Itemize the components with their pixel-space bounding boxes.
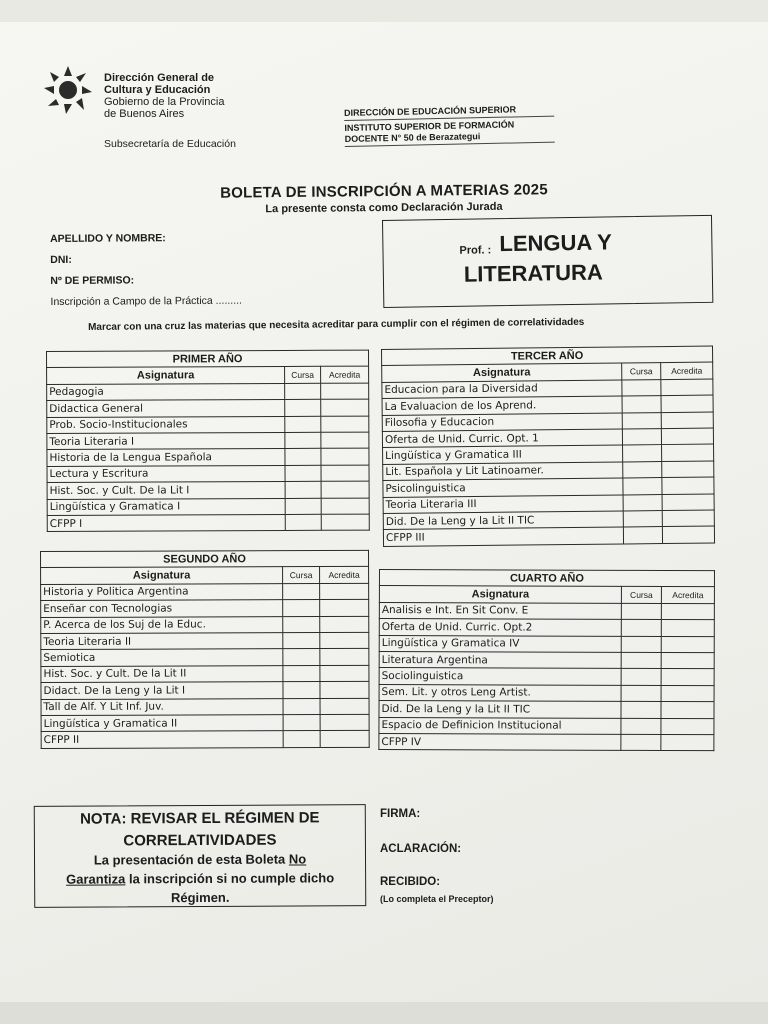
subject-row xyxy=(41,600,369,618)
subject-name: Did. De la Leng y la Lit II TIC xyxy=(379,701,621,718)
firma-field[interactable]: FIRMA: xyxy=(380,808,421,820)
nota-heading-line2: CORRELATIVIDADES xyxy=(123,831,277,850)
subject-row xyxy=(379,684,714,702)
subject-row xyxy=(47,498,369,516)
acredita-checkbox[interactable] xyxy=(661,669,714,686)
col-cursa: Cursa xyxy=(285,367,321,384)
subject-name: Espacio de Definicion Institucional xyxy=(379,717,621,734)
subject-row xyxy=(41,632,369,650)
subject-name: Hist. Soc. y Cult. De la Lit II xyxy=(41,665,283,682)
form-title: BOLETA DE INSCRIPCIÓN A MATERIAS 2025 xyxy=(220,181,548,202)
subject-name: Teoria Literaria III xyxy=(383,494,623,513)
acredita-checkbox[interactable] xyxy=(320,698,369,715)
cursa-checkbox[interactable] xyxy=(622,412,661,429)
subject-name: Lingüística y Gramatica IV xyxy=(379,635,621,652)
nota-text xyxy=(35,849,365,870)
cursa-checkbox[interactable] xyxy=(285,481,321,498)
subject-row xyxy=(41,681,369,699)
instruction-text: Marcar con una cruz las materias que necesita acreditar para cumplir con el régimen de correlatividades xyxy=(88,316,585,333)
subject-row xyxy=(47,432,369,450)
cursa-checkbox[interactable] xyxy=(623,494,662,511)
subject-name: Sociolinguistica xyxy=(379,668,621,685)
acredita-checkbox[interactable] xyxy=(320,632,369,649)
student-fields xyxy=(50,228,242,313)
cursa-checkbox[interactable] xyxy=(623,510,662,527)
cuarto-ano-table xyxy=(378,569,715,751)
subject-row xyxy=(41,731,369,749)
acredita-checkbox[interactable] xyxy=(661,734,714,751)
cursa-checkbox[interactable] xyxy=(283,698,320,715)
subject-name: Lit. Española y Lit Latinoamer. xyxy=(383,462,623,481)
subject-row xyxy=(379,635,714,653)
cursa-checkbox[interactable] xyxy=(285,449,321,466)
cursa-checkbox[interactable] xyxy=(283,731,320,748)
acredita-checkbox[interactable] xyxy=(661,412,713,429)
subject-row xyxy=(379,619,714,637)
subject-name: Psicolinguistica xyxy=(383,478,623,497)
subject-row xyxy=(379,668,714,686)
col-asignatura: Asignatura xyxy=(47,367,285,384)
cursa-checkbox[interactable] xyxy=(621,734,661,751)
subject-name: P. Acerca de los Suj de la Educ. xyxy=(41,616,283,633)
subject-name: Sem. Lit. y otros Leng Artist. xyxy=(379,684,621,701)
nota-text-garantiza: Garantiza xyxy=(66,871,126,887)
cursa-checkbox[interactable] xyxy=(621,718,661,735)
subject-row xyxy=(379,733,714,751)
subject-name: Oferta de Unid. Curric. Opt.2 xyxy=(379,619,621,636)
col-acredita: Acredita xyxy=(661,362,713,379)
acredita-checkbox[interactable] xyxy=(662,444,714,461)
year-title: CUARTO AÑO xyxy=(379,570,714,588)
subject-name: Teoria Literaria I xyxy=(47,432,285,449)
acredita-checkbox[interactable] xyxy=(321,383,369,400)
career-box xyxy=(382,215,713,308)
year-title-row xyxy=(47,350,369,368)
acredita-checkbox[interactable] xyxy=(661,685,714,702)
acredita-checkbox[interactable] xyxy=(321,498,369,515)
subject-row xyxy=(47,448,369,466)
acredita-checkbox[interactable] xyxy=(320,714,369,731)
subject-row xyxy=(47,481,369,499)
dgcye-logo xyxy=(42,64,94,116)
subject-name: CFPP IV xyxy=(379,733,621,750)
col-cursa: Cursa xyxy=(283,567,320,584)
cursa-checkbox[interactable] xyxy=(621,701,661,718)
subject-name: La Evaluacion de los Aprend. xyxy=(382,396,622,415)
acredita-checkbox[interactable] xyxy=(321,514,369,531)
acredita-checkbox[interactable] xyxy=(320,731,369,748)
aclaracion-field[interactable]: ACLARACIÓN: xyxy=(380,843,462,855)
form-subtitle: La presente consta como Declaración Jurada xyxy=(265,200,503,216)
acredita-checkbox[interactable] xyxy=(321,416,369,433)
subject-name: CFPP II xyxy=(41,731,283,748)
subject-name: CFPP III xyxy=(383,527,623,546)
subject-name: Hist. Soc. y Cult. De la Lit I xyxy=(47,482,285,499)
subject-name: Lingüística y Gramatica II xyxy=(41,715,283,732)
subject-name: Analisis e Int. En Sit Conv. E xyxy=(379,602,621,619)
column-header-row xyxy=(379,586,714,604)
org-line: Dirección General de xyxy=(104,72,215,84)
subject-row xyxy=(47,514,369,532)
cursa-checkbox[interactable] xyxy=(283,583,320,600)
cursa-checkbox[interactable] xyxy=(285,514,321,531)
cursa-checkbox[interactable] xyxy=(623,527,662,544)
subject-row xyxy=(41,649,369,667)
subject-name: Filosofia y Educacion xyxy=(382,413,622,432)
cursa-checkbox[interactable] xyxy=(283,649,320,666)
institute-line: INSTITUTO SUPERIOR DE FORMACIÓN xyxy=(344,119,515,133)
field-apellido[interactable]: APELLIDO Y NOMBRE: xyxy=(50,232,166,245)
col-asignatura: Asignatura xyxy=(41,567,283,584)
col-cursa: Cursa xyxy=(621,587,661,604)
cursa-checkbox[interactable] xyxy=(622,429,661,446)
cursa-checkbox[interactable] xyxy=(283,714,320,731)
cursa-checkbox[interactable] xyxy=(621,652,661,669)
col-cursa: Cursa xyxy=(622,363,661,380)
cursa-checkbox[interactable] xyxy=(621,636,661,653)
subject-name: Pedagogia xyxy=(47,383,285,400)
prof-prefix: Prof. : xyxy=(459,244,492,257)
nota-text-no: No xyxy=(288,851,307,867)
subject-name: Did. De la Leng y la Lit II TIC xyxy=(383,511,623,530)
acredita-checkbox[interactable] xyxy=(662,461,714,478)
subject-row xyxy=(41,616,369,634)
acredita-checkbox[interactable] xyxy=(662,526,714,543)
acredita-checkbox[interactable] xyxy=(320,649,369,666)
acredita-checkbox[interactable] xyxy=(662,477,714,494)
subject-row xyxy=(379,602,714,620)
nota-text-end: Régimen. xyxy=(170,889,230,906)
col-acredita: Acredita xyxy=(661,587,714,604)
cursa-checkbox[interactable] xyxy=(285,498,321,515)
subject-name: Oferta de Unid. Curric. Opt. 1 xyxy=(382,429,622,448)
col-acredita: Acredita xyxy=(320,567,369,584)
acredita-checkbox[interactable] xyxy=(661,620,714,637)
acredita-checkbox[interactable] xyxy=(662,494,714,511)
acredita-checkbox[interactable] xyxy=(661,395,713,412)
subject-name: Literatura Argentina xyxy=(379,651,621,668)
acredita-checkbox[interactable] xyxy=(661,718,714,735)
cursa-checkbox[interactable] xyxy=(283,665,320,682)
acredita-checkbox[interactable] xyxy=(320,600,369,617)
year-title: TERCER AÑO xyxy=(382,346,713,366)
acredita-checkbox[interactable] xyxy=(321,399,369,416)
acredita-checkbox[interactable] xyxy=(662,510,714,527)
cursa-checkbox[interactable] xyxy=(283,632,320,649)
field-permiso[interactable]: Nº DE PERMISO: xyxy=(50,274,135,287)
acredita-checkbox[interactable] xyxy=(321,432,369,449)
institute-line: DOCENTE N° 50 de Berazategui xyxy=(345,130,555,147)
subject-name: Didact. De la Leng y la Lit I xyxy=(41,682,283,699)
cursa-checkbox[interactable] xyxy=(621,603,661,620)
nota-text-post: la inscripción si no cumple dicho xyxy=(125,870,335,887)
acredita-checkbox[interactable] xyxy=(320,665,369,682)
org-name xyxy=(104,72,224,120)
acredita-checkbox[interactable] xyxy=(661,379,713,396)
acredita-checkbox[interactable] xyxy=(661,428,713,445)
career-name-line2: LITERATURA xyxy=(463,259,603,287)
subsecretaria: Subsecretaría de Educación xyxy=(104,138,236,150)
org-line: Gobierno de la Provincia xyxy=(104,96,225,108)
acredita-checkbox[interactable] xyxy=(661,636,714,653)
subject-row xyxy=(41,714,369,732)
acredita-checkbox[interactable] xyxy=(320,616,369,633)
subject-name: CFPP I xyxy=(47,514,285,531)
cursa-checkbox[interactable] xyxy=(623,445,662,462)
year-title-row xyxy=(41,550,369,568)
subject-name: Semiotica xyxy=(41,649,283,666)
cursa-checkbox[interactable] xyxy=(283,682,320,699)
cursa-checkbox[interactable] xyxy=(623,478,662,495)
cursa-checkbox[interactable] xyxy=(285,432,321,449)
institute-block xyxy=(344,104,555,149)
subject-row xyxy=(47,383,369,401)
cursa-checkbox[interactable] xyxy=(622,379,661,396)
acredita-checkbox[interactable] xyxy=(661,652,714,669)
subject-name: Didactica General xyxy=(47,400,285,417)
org-line: de Buenos Aires xyxy=(104,108,185,120)
field-dni[interactable]: DNI: xyxy=(50,253,72,266)
career-name-line1: LENGUA Y xyxy=(499,229,613,257)
year-title: SEGUNDO AÑO xyxy=(41,550,369,568)
cursa-checkbox[interactable] xyxy=(621,669,661,686)
nota-text xyxy=(35,868,365,889)
recibido-note: (Lo completa el Preceptor) xyxy=(380,894,494,904)
cursa-checkbox[interactable] xyxy=(283,600,320,617)
year-title: PRIMER AÑO xyxy=(47,350,369,368)
recibido-field[interactable]: RECIBIDO: xyxy=(380,876,441,888)
col-asignatura: Asignatura xyxy=(382,363,622,382)
acredita-checkbox[interactable] xyxy=(321,448,369,465)
cursa-checkbox[interactable] xyxy=(621,620,661,637)
subject-name: Teoria Literaria II xyxy=(41,633,283,650)
acredita-checkbox[interactable] xyxy=(320,583,369,600)
cursa-checkbox[interactable] xyxy=(621,685,661,702)
col-asignatura: Asignatura xyxy=(379,586,621,603)
acredita-checkbox[interactable] xyxy=(661,702,714,719)
subject-name: Historia y Politica Argentina xyxy=(41,583,283,600)
year-title-row xyxy=(379,570,714,588)
subject-name: Lingüística y Gramatica III xyxy=(383,445,623,464)
subject-row xyxy=(379,701,714,719)
primer-ano-table xyxy=(46,350,370,533)
cursa-checkbox[interactable] xyxy=(283,616,320,633)
subject-name: Lingüística y Gramatica I xyxy=(47,498,285,515)
subject-row xyxy=(379,717,714,735)
subject-row xyxy=(41,698,369,716)
org-line: Cultura y Educación xyxy=(104,84,211,96)
subject-name: Lectura y Escritura xyxy=(47,465,285,482)
cursa-checkbox[interactable] xyxy=(285,465,321,482)
acredita-checkbox[interactable] xyxy=(320,681,369,698)
subject-name: Enseñar con Tecnologias xyxy=(41,600,283,617)
subject-row xyxy=(383,526,714,546)
cursa-checkbox[interactable] xyxy=(285,383,321,400)
cursa-checkbox[interactable] xyxy=(285,416,321,433)
column-header-row xyxy=(41,567,369,585)
subject-row xyxy=(47,465,369,483)
tercer-ano-table xyxy=(381,346,715,547)
cursa-checkbox[interactable] xyxy=(622,396,661,413)
col-acredita: Acredita xyxy=(321,366,369,383)
cursa-checkbox[interactable] xyxy=(623,461,662,478)
nota-text-pre: La presentación de esta Boleta xyxy=(93,851,289,868)
segundo-ano-table xyxy=(40,550,370,749)
nota-box xyxy=(34,804,367,908)
institute-line: DIRECCIÓN DE EDUCACIÓN SUPERIOR xyxy=(344,104,554,121)
acredita-checkbox[interactable] xyxy=(661,603,714,620)
subject-row xyxy=(41,665,369,683)
subject-row xyxy=(41,583,369,601)
subject-name: Tall de Alf. Y Lit Inf. Juv. xyxy=(41,698,283,715)
subject-row xyxy=(47,416,369,434)
subject-name: Historia de la Lengua Española xyxy=(47,449,285,466)
acredita-checkbox[interactable] xyxy=(321,465,369,482)
subject-row xyxy=(379,651,714,669)
subject-name: Educacion para la Diversidad xyxy=(382,380,622,399)
subject-name: Prob. Socio-Institucionales xyxy=(47,416,285,433)
acredita-checkbox[interactable] xyxy=(321,481,369,498)
cursa-checkbox[interactable] xyxy=(285,399,321,416)
subject-row xyxy=(47,399,369,417)
field-practica[interactable]: Inscripción a Campo de la Práctica ......... xyxy=(50,294,242,308)
column-header-row xyxy=(47,366,369,384)
nota-heading-line1: NOTA: REVISAR EL RÉGIMEN DE xyxy=(80,809,320,828)
